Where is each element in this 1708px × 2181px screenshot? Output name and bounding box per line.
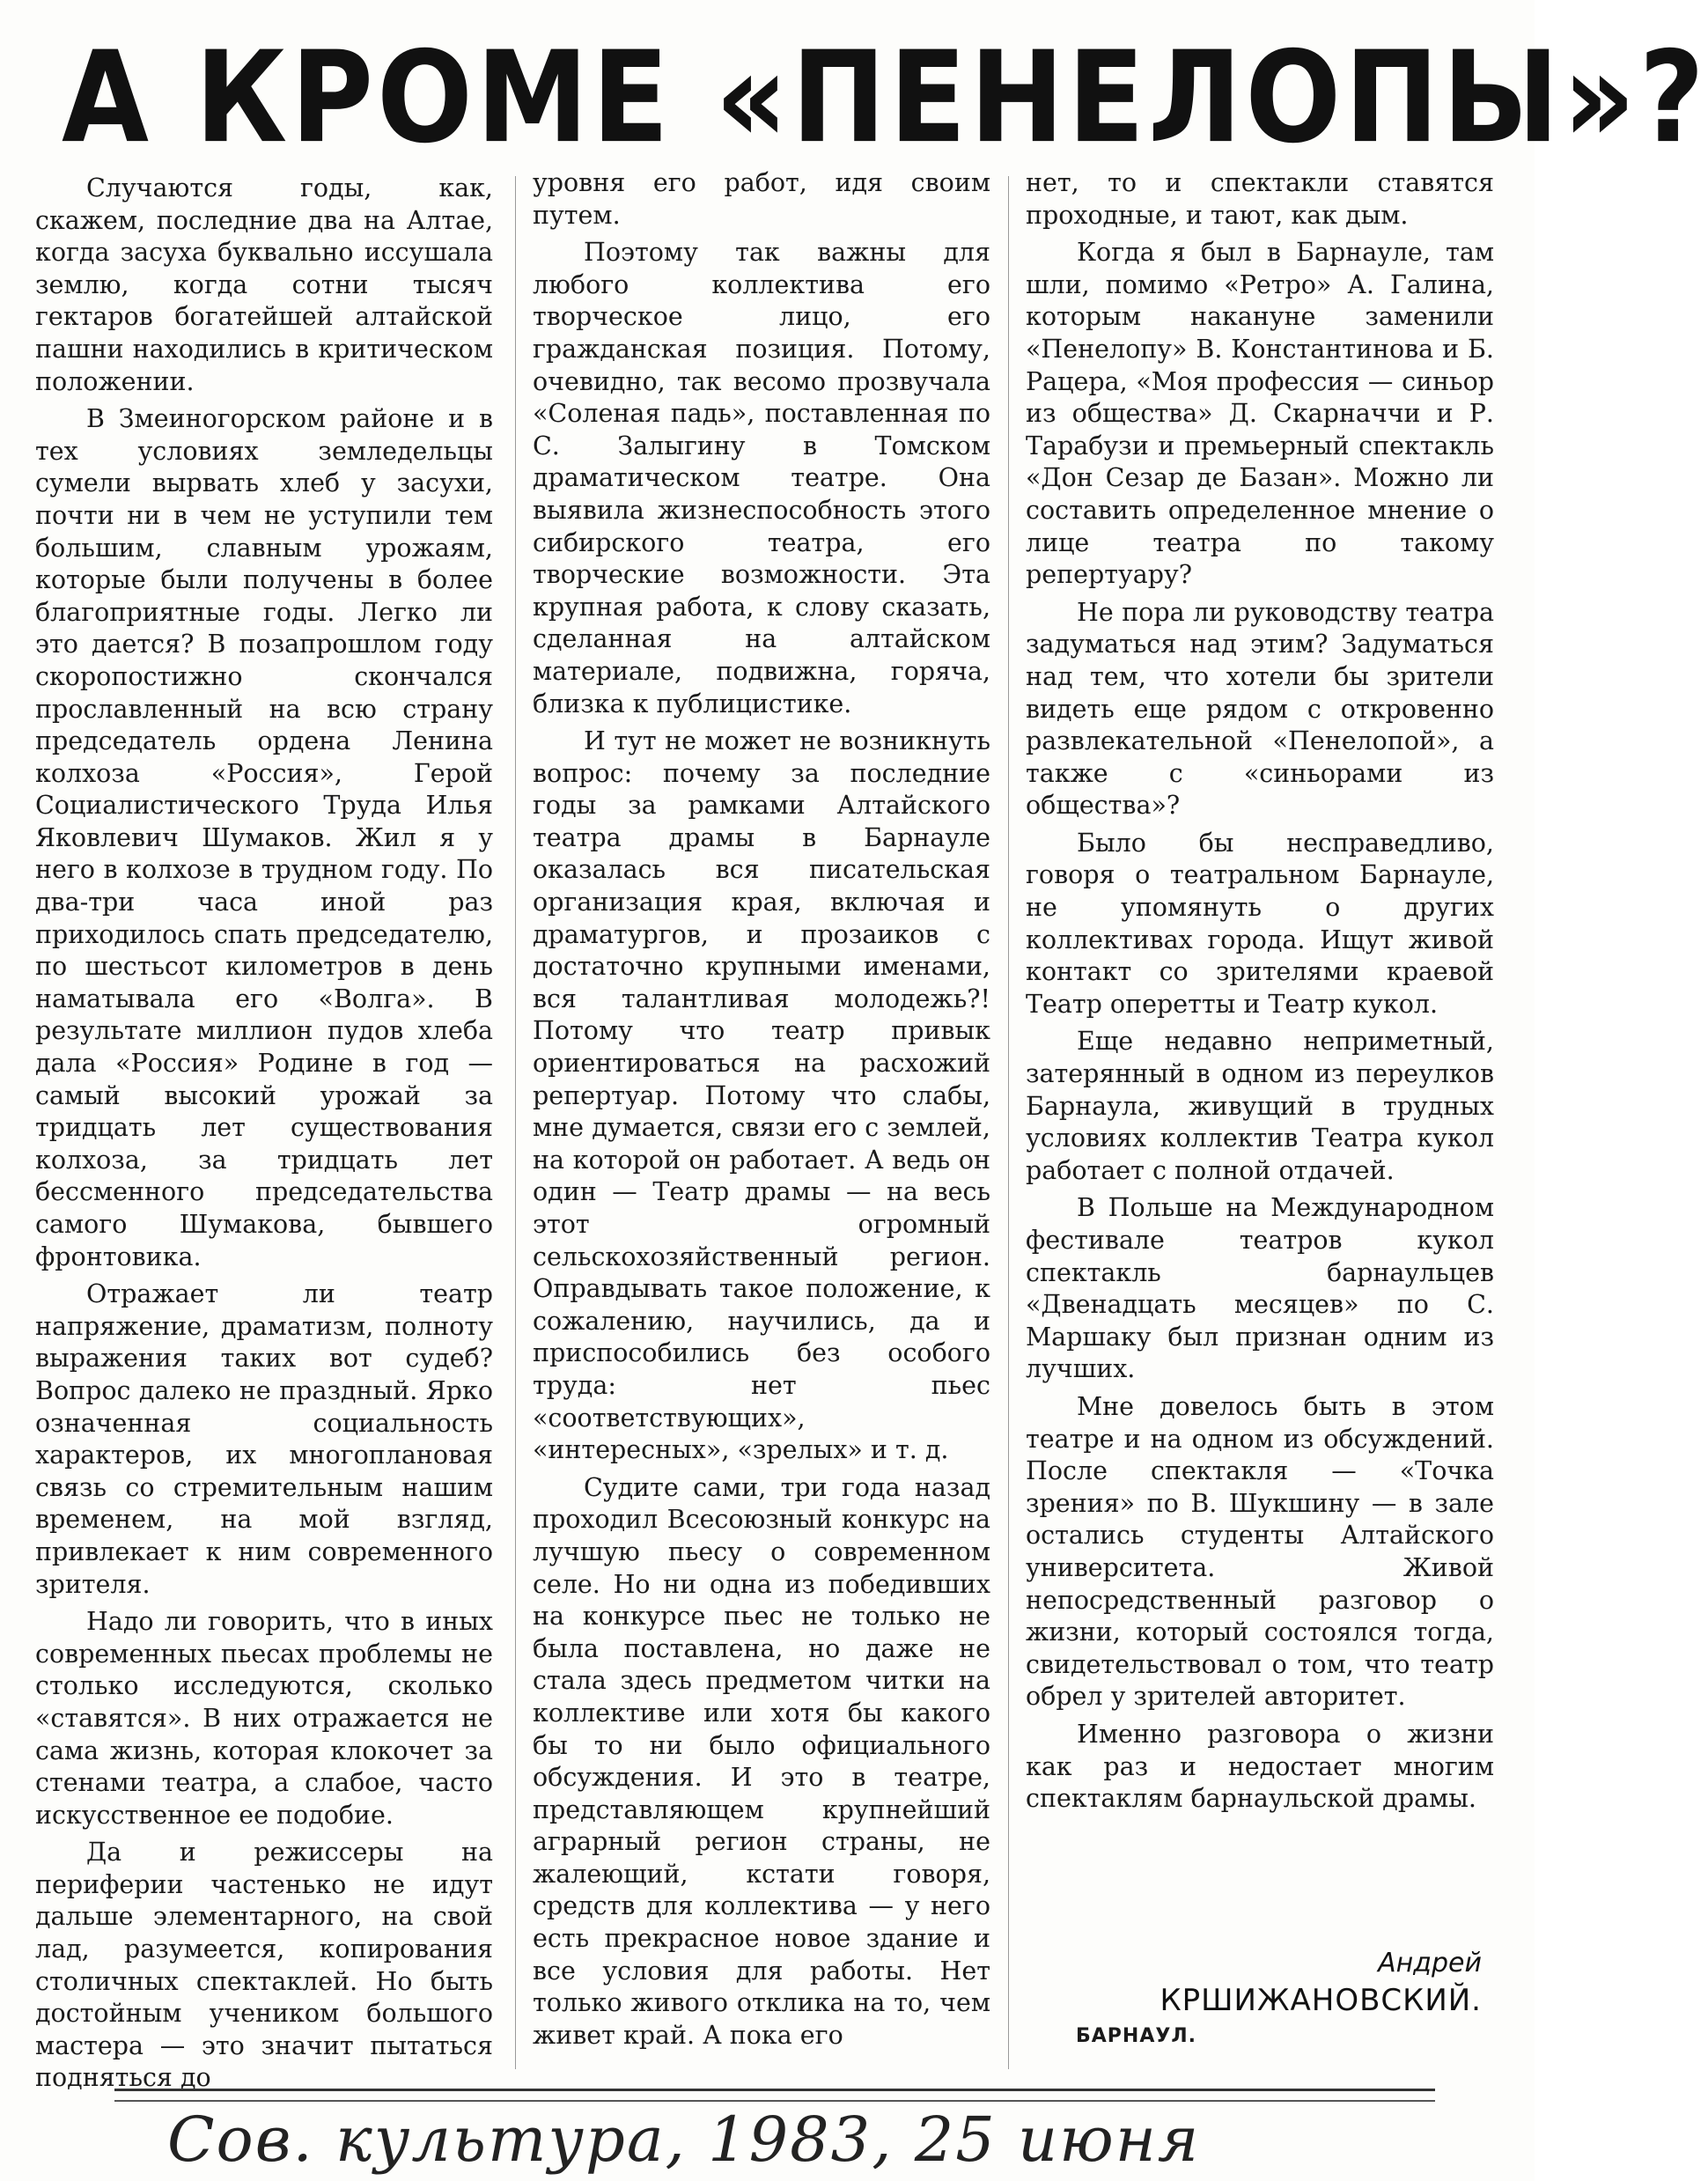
paragraph-continued: нет, то и спектакли ставятся проходные, и тают, как дым. (1026, 168, 1494, 230)
paragraph: Еще недавно неприметный, затерянный в одном из переулков Барнаула, живущий в трудных условиях коллектив Театра кукол работает с полной отдачей. (1026, 1027, 1494, 1185)
article-column-1 (35, 173, 493, 2100)
paragraph: Судите сами, три года назад проходил Всесоюзный конкурс на лучшую пьесу о современном селе. Но ни одна из победивших на конкурсе пьес не только не была поставлена, но даже не стала здесь предметом читки на коллективе или хотя бы какого бы то ни было официального обсуждения. И это в театре, представляющем крупнейший аграрный регион страны, не жалеющий, кстати говоря, средств для коллектива — у него есть прекрасное новое здание и все условия для работы. Нет только живого отклика на то, чем живет край. А пока его (533, 1472, 990, 2050)
article-column-2 (533, 167, 990, 2057)
paragraph: Надо ли говорить, что в иных современных пьесах проблемы не столько исследуются, сколько «ставятся». В них отражается не сама жизнь, которая клокочет за стенами театра, а слабое, часто искусственное ее подобие. (35, 1607, 493, 1830)
column-divider (515, 176, 516, 2069)
paragraph: В Польше на Международном фестивале театров кукол спектакль барнаульцев «Двенадцать месяцев» по С. Маршаку был признан одним из лучших. (1026, 1193, 1494, 1384)
paragraph: Мне довелось быть в этом театре и на одном из обсуждений. После спектакля — «Точка зрения» по В. Шукшину — в зале остались студенты Алтайского университета. Живой непосредственный разговор о жизни, который состоялся тогда, свидетельствовал о том, что театр обрел у зрителей авторитет. (1026, 1391, 1494, 1712)
paragraph: Именно разговора о жизни как раз и недостает многим спектаклям барнаульской драмы. (1026, 1719, 1494, 1814)
author-city: БАРНАУЛ. (1076, 2025, 1196, 2047)
headline: А КРОМЕ «ПЕНЕЛОПЫ»? (62, 25, 1708, 172)
paragraph: Да и режиссеры на периферии частенько не идут дальше элементарного, на свой лад, разумеется, копирования столичных спектаклей. Но быть достойным учеником большого мастера — это значит пытаться подняться до (35, 1838, 493, 2093)
paragraph-continued: уровня его работ, идя своим путем. (533, 168, 990, 230)
handwritten-source-note: Сов. культура, 1983, 25 июня (167, 2104, 1201, 2176)
paragraph: Поэтому так важны для любого коллектива его творческое лицо, его гражданская позиция. Потому, очевидно, так весомо прозвучала «Соленая падь», поставленная по С. Залыгину в Томском драматическом театре. Она выявила жизнеспособность этого сибирского театра, его творческие возможности. Эта крупная работа, к слову сказать, сделанная на алтайском материале, подвижна, горяча, близка к публицистике. (533, 238, 990, 718)
column-divider (1008, 176, 1009, 2069)
paragraph: В Змеиногорском районе и в тех условиях земледельцы сумели вырвать хлеб у засухи, почти ни в чем не уступили тем большим, славным урожаям, которые были получены в более благоприятные годы. Легко ли это дается? В позапрошлом году скоропостижно скончался прославленный на всю страну председатель ордена Ленина колхоза «Россия», Герой Социалистического Труда Илья Яковлевич Шумаков. Жил я у него в колхозе в трудном году. По два-три часа иной раз приходилось спать председателю, по шестьсот километров в день наматывала его «Волга». В результате миллион пудов хлеба дала «Россия» Родине в год — самый высокий урожай за тридцать лет существования колхоза, за тридцать лет бессменного председательства самого Шумакова, бывшего фронтовика. (35, 404, 493, 1271)
paragraph: Было бы несправедливо, говоря о театральном Барнауле, не упомянуть о других коллективах города. Ищут живой контакт со зрителями краевой Театр оперетты и Театр кукол. (1026, 828, 1494, 1019)
paragraph: Не пора ли руководству театра задуматься над этим? Задуматься над тем, что хотели бы зрители видеть еще рядом с откровенно развлекательной «Пенелопой», а также с «синьорами из общества»? (1026, 597, 1494, 821)
article-column-3 (1026, 167, 1494, 1821)
paragraph: Когда я был в Барнауле, там шли, помимо «Ретро» А. Галина, которым накануне заменили «Пенелопу» В. Константинова и Б. Рацера, «Моя профессия — синьор из общества» Д. Скарначчи и Р. Тарабузи и премьерный спектакль «Дон Сезар де Базан». Можно ли составить определенное мнение о лице театра по такому репертуару? (1026, 238, 1494, 590)
paragraph: И тут не может не возникнуть вопрос: почему за последние годы за рамками Алтайского театра драмы в Барнауле оказалась вся писательская организация края, включая и драматургов, и прозаиков с достаточно крупными именами, вся талантливая молодежь?! Потому что театр привык ориентироваться на расхожий репертуар. Потому что слабы, мне думается, связи его с землей, на которой он работает. А ведь он один — Театр драмы — на весь этот огромный сельскохозяйственный регион. Оправдывать такое положение, к сожалению, научились, да и приспособились без особого труда: нет пьес «соответствующих», «интересных», «зрелых» и т. д. (533, 726, 990, 1465)
paragraph: Отражает ли театр напряжение, драматизм, полноту выражения таких вот судеб? Вопрос далеко не праздный. Ярко означенная социальность характеров, их многоплановая связь со стремительным нашим временем, на мой взгляд, привлекает к ним современного зрителя. (35, 1279, 493, 1599)
author-first-name: Андрей (1378, 1948, 1482, 1978)
author-last-name: КРШИЖАНОВСКИЙ. (1160, 1983, 1482, 2018)
paragraph: Случаются годы, как, скажем, последние два на Алтае, когда засуха буквально иссушала землю, когда сотни тысяч гектаров богатейшей алтайской пашни находились в критическом положении. (35, 173, 493, 396)
